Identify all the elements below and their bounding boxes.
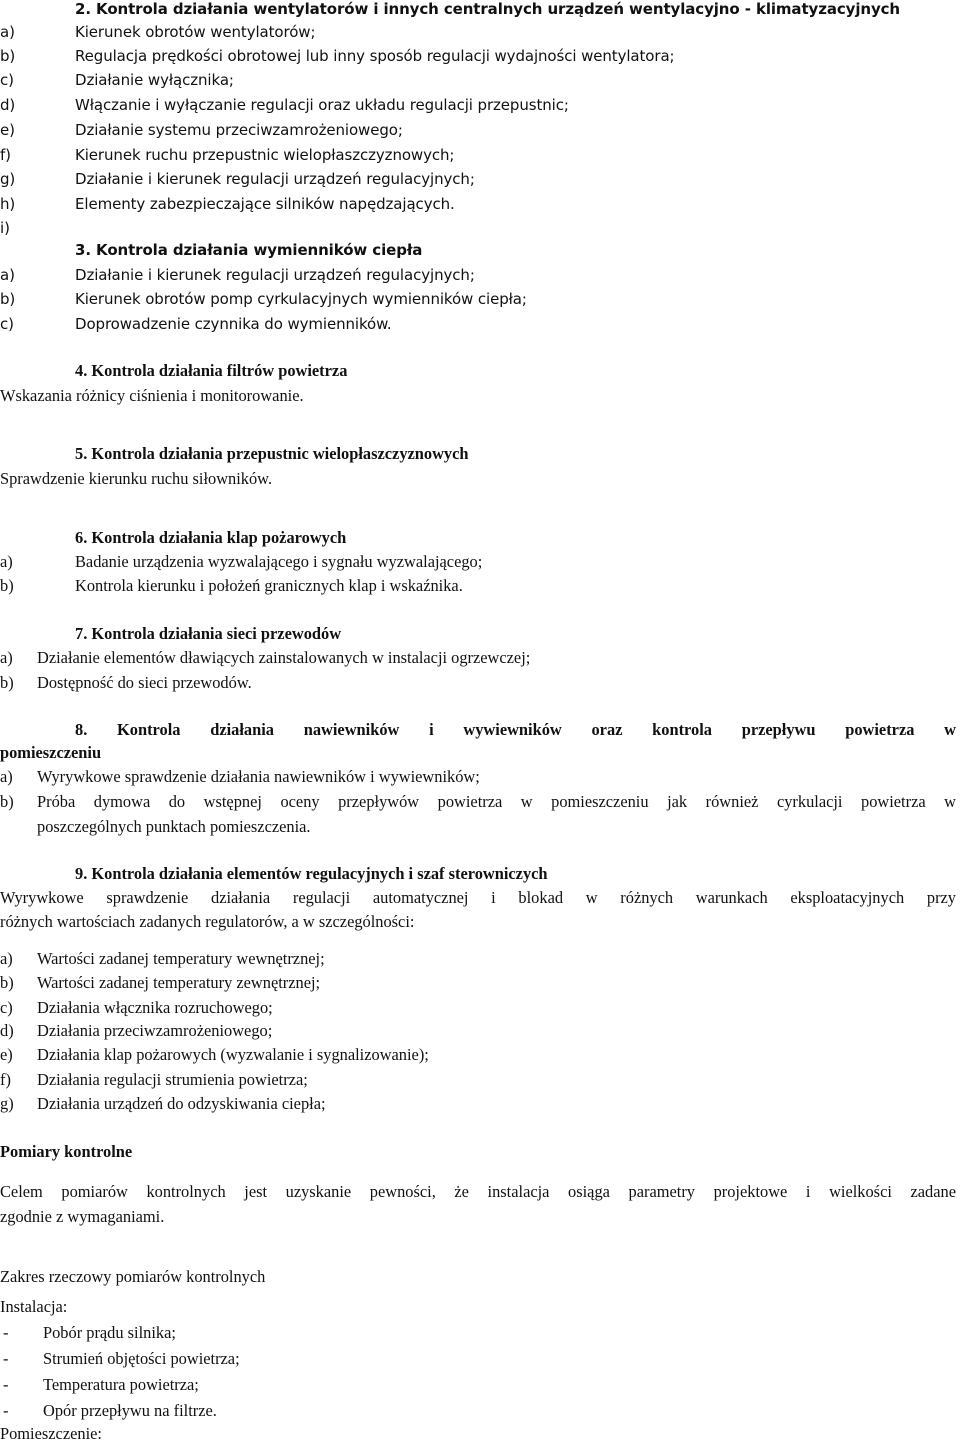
list-item-text: Działanie systemu przeciwzamrożeniowego;	[75, 121, 403, 139]
section-3-heading: 3. Kontrola działania wymienników ciepła	[75, 241, 423, 259]
list-item-letter: e)	[0, 121, 15, 139]
section-6-heading: 6. Kontrola działania klap pożarowych	[75, 528, 347, 547]
list-item-text: Wartości zadanej temperatury wewnętrznej;	[37, 949, 325, 968]
list-item-letter: a)	[0, 266, 15, 284]
list-item-text: Opór przepływu na filtrze.	[43, 1401, 217, 1420]
pomieszczenie-label: Pomieszczenie:	[0, 1424, 102, 1443]
dash-bullet: -	[3, 1323, 9, 1342]
list-item-text: Temperatura powietrza;	[43, 1375, 199, 1394]
dash-bullet: -	[3, 1401, 9, 1420]
list-item-text: Działanie wyłącznika;	[75, 71, 234, 89]
list-item-letter: c)	[0, 71, 14, 89]
list-item-text: Włączanie i wyłączanie regulacji oraz układu regulacji przepustnic;	[75, 96, 569, 114]
list-item-letter: e)	[0, 1045, 13, 1064]
list-item-letter: b)	[0, 973, 14, 992]
list-item-letter: b)	[0, 290, 16, 308]
list-item-letter: f)	[0, 1070, 11, 1089]
list-item-letter: a)	[0, 23, 15, 41]
list-item-text: Działanie i kierunek regulacji urządzeń regulacyjnych;	[75, 266, 475, 284]
list-item-text: Dostępność do sieci przewodów.	[37, 673, 252, 692]
list-item-text: Badanie urządzenia wyzwalającego i sygnału wyzwalającego;	[75, 552, 483, 571]
list-item-text: Wartości zadanej temperatury zewnętrznej;	[37, 973, 321, 992]
list-item-text: Strumień objętości powietrza;	[43, 1349, 240, 1368]
list-item-letter: b)	[0, 792, 14, 811]
list-item-letter: i)	[0, 219, 10, 237]
list-item-text: Wyrywkowe sprawdzenie działania nawiewników i wywiewników;	[37, 767, 480, 786]
list-item-text: Doprowadzenie czynnika do wymienników.	[75, 315, 392, 333]
section-5-heading: 5. Kontrola działania przepustnic wielopłaszczyznowych	[75, 444, 469, 463]
list-item-letter: b)	[0, 47, 16, 65]
list-item-letter: a)	[0, 648, 13, 667]
list-item-text: Regulacja prędkości obrotowej lub inny sposób regulacji wydajności wentylatora;	[75, 47, 675, 65]
dash-bullet: -	[3, 1375, 9, 1394]
list-item-text: Działanie elementów dławiących zainstalowanych w instalacji ogrzewczej;	[37, 648, 531, 667]
list-item-text: Próba dymowa do wstępnej oceny przepływów powietrza w pomieszczeniu jak również cyrkulacji powietrza w	[37, 792, 956, 811]
section-9-intro: Wyrywkowe sprawdzenie działania regulacji automatycznej i blokad w różnych warunkach eksploatacyjnych przy	[0, 888, 956, 907]
list-item-text: Działania przeciwzamrożeniowego;	[37, 1021, 273, 1040]
list-item-letter: d)	[0, 96, 16, 114]
section-9-heading: 9. Kontrola działania elementów regulacyjnych i szaf sterowniczych	[75, 864, 548, 883]
section-7-heading: 7. Kontrola działania sieci przewodów	[75, 624, 342, 643]
list-item-letter: a)	[0, 552, 13, 571]
list-item-text: Kierunek obrotów wentylatorów;	[75, 23, 316, 41]
list-item-letter: c)	[0, 998, 13, 1017]
section-4-text: Wskazania różnicy ciśnienia i monitorowanie.	[0, 386, 304, 405]
list-item-letter: g)	[0, 1094, 14, 1113]
list-item-letter: g)	[0, 170, 16, 188]
list-item-text: Kierunek obrotów pomp cyrkulacyjnych wymienników ciepła;	[75, 290, 527, 308]
list-item-text: Kierunek ruchu przepustnic wielopłaszczyznowych;	[75, 146, 455, 164]
list-item-text: Działania regulacji strumienia powietrza;	[37, 1070, 308, 1089]
list-item-letter: d)	[0, 1021, 14, 1040]
list-item-text: Kontrola kierunku i położeń granicznych klap i wskaźnika.	[75, 576, 463, 595]
list-item-text: Działania urządzeń do odzyskiwania ciepła;	[37, 1094, 326, 1113]
dash-bullet: -	[3, 1349, 9, 1368]
list-item-letter: h)	[0, 195, 16, 213]
list-item-text: Działanie i kierunek regulacji urządzeń regulacyjnych;	[75, 170, 475, 188]
section-8-heading-cont: pomieszczeniu	[0, 743, 102, 762]
section-9-intro-cont: różnych wartościach zadanych regulatorów, a w szczególności:	[0, 912, 415, 931]
list-item-text: Działania włącznika rozruchowego;	[37, 998, 273, 1017]
list-item-letter: b)	[0, 576, 14, 595]
section-5-text: Sprawdzenie kierunku ruchu siłowników.	[0, 469, 273, 488]
section-2-heading: 2. Kontrola działania wentylatorów i innych centralnych urządzeń wentylacyjno - klimatyzacyjnych	[75, 0, 900, 18]
pomiary-heading: Pomiary kontrolne	[0, 1142, 133, 1161]
zakres-label: Zakres rzeczowy pomiarów kontrolnych	[0, 1267, 266, 1286]
list-item-text: Elementy zabezpieczające silników napędzających.	[75, 195, 455, 213]
pomiary-paragraph-cont: zgodnie z wymaganiami.	[0, 1207, 165, 1226]
pomiary-paragraph: Celem pomiarów kontrolnych jest uzyskanie pewności, że instalacja osiąga parametry projektowe i wielkości zadane	[0, 1182, 956, 1201]
instalacja-label: Instalacja:	[0, 1297, 68, 1316]
list-item-letter: c)	[0, 315, 14, 333]
list-item-text-cont: poszczególnych punktach pomieszczenia.	[37, 817, 311, 836]
section-8-heading: 8. Kontrola działania nawiewników i wywiewników oraz kontrola przepływu powietrza w	[75, 720, 956, 739]
list-item-letter: a)	[0, 767, 13, 786]
list-item-letter: a)	[0, 949, 13, 968]
list-item-text: Pobór prądu silnika;	[43, 1323, 176, 1342]
list-item-letter: f)	[0, 146, 11, 164]
list-item-text: Działania klap pożarowych (wyzwalanie i sygnalizowanie);	[37, 1045, 429, 1064]
section-4-heading: 4. Kontrola działania filtrów powietrza	[75, 361, 348, 380]
list-item-letter: b)	[0, 673, 14, 692]
